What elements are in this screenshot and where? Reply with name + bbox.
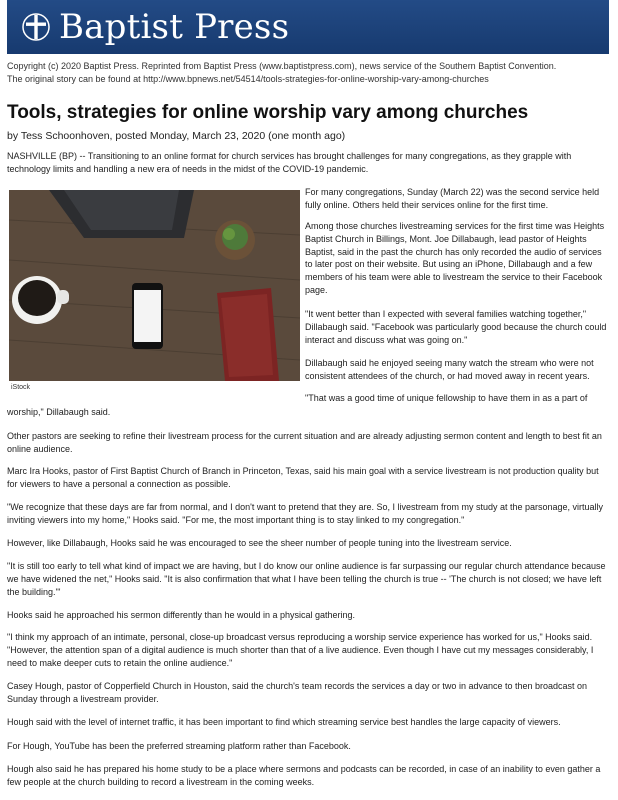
article-lead: NASHVILLE (BP) -- Transitioning to an online format for church services has brought challenges for many congregations, as they grapple with technology limits and handling a new era of needs in the midst of the COVID-19 pandemic. xyxy=(7,151,572,174)
article-byline: by Tess Schoonhoven, posted Monday, March 23, 2020 (one month ago) xyxy=(7,130,346,142)
body-paragraph: Other pastors are seeking to refine their livestream process for the current situation and are already adjusting sermon content and length to best fit an online audience. xyxy=(7,431,602,454)
side-paragraph-1: For many congregations, Sunday (March 22) was the second service held fully online. Others held their services online for the first time. xyxy=(305,187,600,210)
body-paragraph: For Hough, YouTube has been the preferred streaming platform rather than Facebook. xyxy=(7,741,351,751)
side-paragraph-5-continued: worship," Dillabaugh said. xyxy=(7,407,111,417)
body-paragraph: Marc Ira Hooks, pastor of First Baptist Church of Branch in Princeton, Texas, said his main goal with a service livestream is not production quality but for viewers to have a personal a connection as possible. xyxy=(7,466,599,489)
book-icon xyxy=(217,288,279,381)
body-paragraph: Hooks said he approached his sermon differently than he would in a physical gathering. xyxy=(7,610,356,620)
masthead-title: Baptist Press xyxy=(59,7,290,47)
cross-seal-icon xyxy=(21,10,51,44)
body-paragraph: "We recognize that these days are far from normal, and I don't want to pretend that they are. So, I livestream from my study at the parsonage, virtually inviting viewers into my home," Hooks said. "For me, the most important thing is to stay linked to my congregation." xyxy=(7,502,604,525)
side-paragraph-4: Dillabaugh said he enjoyed seeing many watch the stream who were not consistent attendees of the church, or had moved away in recent years. xyxy=(305,358,594,381)
body-paragraph: Hough also said he has prepared his home study to be a place where sermons and podcasts can be recorded, in case of an inability to even gather a few people at the church building to record a livestream in the coming weeks. xyxy=(7,764,601,787)
side-paragraph-2: Among those churches livestreaming services for the first time was Heights Baptist Church in Billings, Mont. Joe Dillabaugh, lead pastor of Heights Baptist, said in the past the church has only recorded the audio of services to later post on their website. But using an iPhone, Dillabaugh and a few members of his team were able to livestream the service to their Facebook page. xyxy=(305,221,605,295)
body-paragraph: "It is still too early to tell what kind of impact we are having, but I do know our online audience is far surpassing our regular church attendance because we have widened the net," Hooks said. "It is also confirmation that what I have been telling the church is true -- 'The church is not closed; we have left the building.'" xyxy=(7,561,606,597)
article-photo xyxy=(9,190,300,381)
photo-caption: iStock xyxy=(11,384,31,391)
body-paragraph: Casey Hough, pastor of Copperfield Church in Houston, said the church's team records the services a day or two in advance to then broadcast on Sunday through a livestream provider. xyxy=(7,681,588,704)
copyright-notice xyxy=(7,60,611,85)
masthead-banner xyxy=(7,0,609,54)
article-title: Tools, strategies for online worship vary among churches xyxy=(7,102,529,123)
plant-icon xyxy=(215,220,255,260)
copyright-line: Copyright (c) 2020 Baptist Press. Reprinted from Baptist Press (www.baptistpress.com), news service of the Southern Baptist Convention. xyxy=(7,61,557,71)
smartphone-icon xyxy=(132,283,163,349)
side-paragraph-5: "That was a good time of unique fellowship to have them in as a part of xyxy=(305,393,588,403)
body-paragraph: However, like Dillabaugh, Hooks said he was encouraged to see the sheer number of people tuning into the livestream service. xyxy=(7,538,512,548)
body-paragraph: "I think my approach of an intimate, personal, close-up broadcast versus reproducing a worship service experience has worked for us," Hooks said. "However, the attention span of a digital audience is much shorter than that of a live audience. Even though I have cut my messages considerably, I need to make deeper cuts to retain the online audience." xyxy=(7,632,594,668)
original-story-link[interactable]: The original story can be found at http://www.bpnews.net/54514/tools-strategies-for-online-worship-vary-among-churches xyxy=(7,73,489,84)
body-paragraph: Hough said with the level of internet traffic, it has been important to find which streaming service best handles the large capacity of viewers. xyxy=(7,717,561,727)
side-paragraph-3: "It went better than I expected with several families watching together," Dillabaugh said. "Facebook was particularly good because the church could interact and discuss what was going on." xyxy=(305,309,607,345)
